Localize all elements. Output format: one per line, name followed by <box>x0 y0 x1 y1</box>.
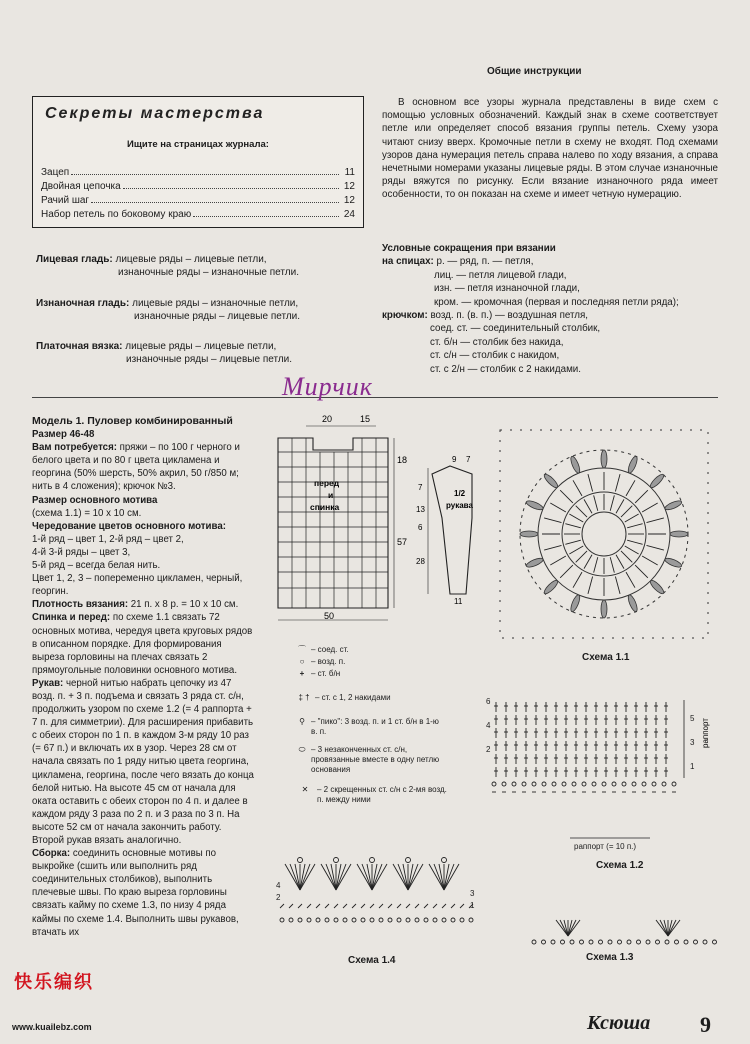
chain-mark <box>632 782 636 786</box>
svg-text:спинка: спинка <box>310 502 340 512</box>
chain-mark <box>582 782 586 786</box>
stitch-mark <box>569 546 583 554</box>
chain-mark <box>343 918 347 922</box>
stitch-mark <box>451 904 455 908</box>
dim-bottom: 50 <box>324 611 335 621</box>
picot-mark <box>370 858 375 863</box>
s14-row-numbers: 4 2 <box>276 881 281 902</box>
chain-mark <box>572 782 576 786</box>
chain-mark <box>289 918 293 922</box>
stitch-mark <box>560 490 573 503</box>
toc-item[interactable]: Двойная цепочка 12 <box>41 181 355 192</box>
chain-mark <box>684 940 688 944</box>
stitch-mark <box>352 904 356 908</box>
chain-mark <box>602 782 606 786</box>
chain-mark <box>599 940 603 944</box>
picot-mark <box>334 858 339 863</box>
body-grid <box>278 426 394 620</box>
svg-text:6: 6 <box>418 523 423 532</box>
stitch-mark <box>647 545 664 550</box>
stitch-mark <box>372 864 382 890</box>
chain-mark <box>656 940 660 944</box>
chain-mark <box>433 918 437 922</box>
stitch-mark <box>280 904 284 908</box>
svg-text:11: 11 <box>454 597 463 606</box>
schema-1-2-chart <box>484 688 724 858</box>
stitch-mark <box>444 864 454 890</box>
chain-mark <box>522 782 526 786</box>
stitch-mark <box>415 904 419 908</box>
chain-mark <box>646 940 650 944</box>
chain-mark <box>694 940 698 944</box>
stitch-mark <box>576 506 587 517</box>
stitch-mark <box>434 864 444 890</box>
stitch-mark <box>398 864 408 890</box>
stitch-mark <box>626 480 635 496</box>
schema-1-3-label: Схема 1.3 <box>586 952 634 963</box>
stitch-mark <box>433 904 437 908</box>
chain-mark <box>580 940 584 944</box>
stitch-mark <box>625 514 639 522</box>
stitch-mark <box>362 864 372 890</box>
cluster-mark <box>569 455 581 474</box>
cluster-mark <box>542 472 559 489</box>
secrets-box <box>32 96 364 228</box>
rapport-v: раппорт <box>701 718 710 748</box>
stitch-mark <box>627 524 642 528</box>
dim-right-b: 57 <box>397 537 408 547</box>
chain-mark <box>589 940 593 944</box>
chain-mark <box>492 782 496 786</box>
chain-mark <box>561 940 565 944</box>
stitch-mark <box>343 904 347 908</box>
dim-right-a: 18 <box>397 455 408 465</box>
svg-text:и: и <box>328 490 334 500</box>
cluster-mark <box>664 499 683 511</box>
chain-mark <box>642 782 646 786</box>
chain-mark <box>361 918 365 922</box>
sc-icon: + <box>299 669 305 678</box>
stitch-mark <box>325 904 329 908</box>
stitch-mark <box>424 904 428 908</box>
front-label: перед <box>314 478 340 488</box>
glossary-reverse: Изнаночная гладь: лицевые ряды – изнаночные петли, изнаночные ряды – лицевые петли. <box>36 298 301 323</box>
watermark-url: www.kuailebz.com <box>12 1022 92 1032</box>
toc-item[interactable]: Набор петель по боковому краю 24 <box>41 209 355 220</box>
chain-mark <box>627 940 631 944</box>
chain-mark <box>442 918 446 922</box>
stitch-mark <box>550 556 566 565</box>
stitch-mark <box>621 506 632 517</box>
stitch-mark <box>647 518 664 523</box>
chain-mark <box>280 918 284 922</box>
stitch-mark <box>565 524 580 528</box>
chain-mark <box>424 918 428 922</box>
general-body: В основном все узоры журнала представлены в виде схем с помощью условных обозначений. Каждый знак в схеме соответствует петле или определяет способ вязания группы петель. Схему узора читают снизу вверх. Кромочные петли в схему не входят. Под схемами узоров дана нумерация петель справа налево по ходу вязания, а справа нечетными номерами указаны лицевые ряды. В этом случае изнаночные ряды вяжутся по рисунку. Если вязание изнаночного ряда имеет особенности, то он показан на схеме и имеет четную нумерацию. <box>382 97 718 201</box>
stitch-mark <box>610 495 614 510</box>
stitch-mark <box>326 864 336 890</box>
chain-mark <box>703 940 707 944</box>
chain-mark <box>672 782 676 786</box>
schema-1-2-label: Схема 1.2 <box>596 860 644 871</box>
stitch-mark <box>588 577 593 594</box>
svg-text:рукава: рукава <box>446 501 473 510</box>
picot-mark <box>298 858 303 863</box>
dim-top-b: 15 <box>360 414 371 424</box>
rapport-h: раппорт (= 10 п.) <box>574 842 637 851</box>
svg-text:9: 9 <box>452 455 457 464</box>
s14-row-numbers-right: 3 1 <box>470 889 475 910</box>
chain-mark <box>307 918 311 922</box>
sleeve-label: 1/2 <box>454 489 466 498</box>
sleeve-outline <box>428 466 472 594</box>
chain-mark <box>552 782 556 786</box>
cluster-mark <box>525 556 544 568</box>
schema-1-1-chart <box>492 424 720 652</box>
chain-mark <box>652 782 656 786</box>
chain-mark <box>388 918 392 922</box>
stitch-mark <box>307 904 311 908</box>
stitch-mark <box>594 557 598 572</box>
secrets-subtitle: Ищите на страницах журнала: <box>127 139 269 150</box>
cluster-mark <box>626 455 638 474</box>
stitch-mark <box>568 920 576 936</box>
svg-text:13: 13 <box>416 505 425 514</box>
chain-mark <box>316 918 320 922</box>
chain-mark <box>637 940 641 944</box>
stitch-mark <box>610 557 614 572</box>
crossed-dc-icon: ✕ <box>301 785 309 794</box>
stitch-mark <box>544 545 561 550</box>
stitch-mark <box>361 904 365 908</box>
stitch-mark <box>290 864 300 890</box>
stitch-mark <box>573 480 582 496</box>
chain-mark <box>618 940 622 944</box>
chain-mark <box>502 782 506 786</box>
stitch-mark <box>615 577 620 594</box>
chain-mark <box>451 918 455 922</box>
stitch-mark <box>576 551 587 562</box>
picot-icon: ⚲ <box>299 717 305 726</box>
stitch-mark <box>635 565 648 578</box>
schema-1-3-chart <box>528 912 724 952</box>
cluster-mark <box>525 499 544 511</box>
chain-icon: ○ <box>299 657 305 666</box>
glossary-stockinette: Лицевая гладь: лицевые ряды – лицевые петли, изнаночные ряды – изнаночные петли. <box>36 254 299 279</box>
cluster-mark <box>664 556 683 568</box>
stitch-mark <box>316 904 320 908</box>
garment-pattern <box>266 408 486 628</box>
svg-text:7: 7 <box>418 483 423 492</box>
magazine-name: Ксюша <box>587 1012 651 1034</box>
stitch-mark <box>621 551 632 562</box>
chain-mark <box>542 782 546 786</box>
chain-mark <box>370 918 374 922</box>
chain-mark <box>675 940 679 944</box>
chain-mark <box>608 940 612 944</box>
general-title: Общие инструкции <box>487 66 582 77</box>
dim-top-a: 20 <box>322 414 333 424</box>
stitch-mark <box>668 920 676 936</box>
dc-icon: ‡ † <box>298 693 310 702</box>
chain-mark <box>542 940 546 944</box>
chain-mark <box>469 918 473 922</box>
chain-mark <box>532 940 536 944</box>
stitch-mark <box>565 540 580 544</box>
section-divider <box>32 397 718 398</box>
cluster-mark <box>569 594 581 613</box>
stitch-mark <box>584 555 592 569</box>
stitch-mark <box>379 904 383 908</box>
chain-mark <box>397 918 401 922</box>
stitch-mark <box>388 904 392 908</box>
schema-1-4-label: Схема 1.4 <box>348 955 396 966</box>
schema-1-1-label: Схема 1.1 <box>582 652 630 663</box>
s12-row-numbers-right: 5 3 1 <box>690 714 695 771</box>
toc-item[interactable]: Рачий шаг 12 <box>41 195 355 206</box>
picot-mark <box>442 858 447 863</box>
cluster-mark <box>601 600 607 618</box>
stitch-mark <box>626 572 635 588</box>
stitch-mark <box>289 904 293 908</box>
chain-mark <box>622 782 626 786</box>
stitch-mark <box>616 555 624 569</box>
stitch-mark <box>460 904 464 908</box>
schema-1-4-chart <box>272 850 482 940</box>
stitch-mark <box>588 474 593 491</box>
brand-logo: Мирчик <box>282 372 373 401</box>
picot-mark <box>406 858 411 863</box>
stitch-mark <box>370 904 374 908</box>
watermark-logo: 快乐编织 <box>14 972 94 992</box>
chain-mark <box>460 918 464 922</box>
stitch-mark <box>635 490 648 503</box>
secrets-title: Секреты мастерства <box>45 105 265 122</box>
abbreviations: Условные сокращения при вязании на спицах: р. — ряд, п. — петля, лиц. — петля лицевой глади, изн. — петля изнаночной глади, кром. — кромочная (первая и последняя петли ряда); крючком: возд. п. (в. п.) — воздушная петля, соед. ст. — соединительный столбик, ст. б/н — столбик без накида, ст. с/н — столбик с накидом, ст. с 2/н — столбик с 2 накидами. <box>382 243 679 375</box>
toc-item[interactable]: Зацеп 11 <box>41 167 355 178</box>
stitch-mark <box>560 565 573 578</box>
cluster-mark <box>542 579 559 596</box>
stitch-mark <box>334 904 338 908</box>
svg-text:7: 7 <box>466 455 471 464</box>
stitch-mark <box>406 904 410 908</box>
stitch-mark <box>615 474 620 491</box>
chain-mark <box>662 782 666 786</box>
chain-mark <box>298 918 302 922</box>
stitch-mark <box>642 503 658 512</box>
cluster-mark <box>670 531 688 537</box>
chain-mark <box>713 940 717 944</box>
cluster-mark <box>649 472 666 489</box>
chain-mark <box>379 918 383 922</box>
chain-mark <box>665 940 669 944</box>
cluster-mark <box>649 579 666 596</box>
cluster-mark <box>520 531 538 537</box>
stitch-mark <box>616 499 624 513</box>
stitch-mark <box>625 546 639 554</box>
chain-mark <box>570 940 574 944</box>
chain-mark <box>352 918 356 922</box>
stitch-mark <box>442 904 446 908</box>
chain-mark <box>532 782 536 786</box>
chain-mark <box>551 940 555 944</box>
chain-mark <box>592 782 596 786</box>
chain-mark <box>612 782 616 786</box>
chain-mark <box>415 918 419 922</box>
chain-mark <box>325 918 329 922</box>
stitch-mark <box>336 864 346 890</box>
page-number: 9 <box>700 1012 711 1037</box>
stitch-mark <box>642 556 658 565</box>
stitch-mark <box>560 920 568 936</box>
stitch-mark <box>544 518 561 523</box>
stitch-mark <box>584 499 592 513</box>
cluster-mark <box>626 594 638 613</box>
stitch-mark <box>573 572 582 588</box>
svg-text:28: 28 <box>416 557 425 566</box>
cluster-mark <box>601 450 607 468</box>
stitch-mark <box>569 514 583 522</box>
chain-mark <box>512 782 516 786</box>
chain-mark <box>562 782 566 786</box>
chain-mark <box>334 918 338 922</box>
slip-stitch-icon: ⌒ <box>298 645 306 654</box>
chain-mark <box>406 918 410 922</box>
stitch-mark <box>550 503 566 512</box>
glossary-garter: Платочная вязка: лицевые ряды – лицевые петли, изнаночные ряды – лицевые петли. <box>36 341 293 366</box>
cluster-icon: ⬭ <box>298 745 306 754</box>
stitch-mark <box>660 920 668 936</box>
stitch-mark <box>408 864 418 890</box>
stitch-mark <box>298 904 302 908</box>
stitch-mark <box>300 864 310 890</box>
model-text: Модель 1. Пуловер комбинированный Размер 46-48 Вам потребуется: пряжи – по 100 г черного и белого цвета и по 80 г цвета цикламена и георгина (50% шерсть, 50% акрил, 50 г/850 м; нить в 4 сложения); крючок №3. Размер основного мотива (схема 1.1) = 10 x 10 см. Чередование цветов основного мотива: 1-й ряд – цвет 1, 2-й ряд – цвет 2, 4-й 3-й ряды – цвет 3, 5-й ряд – всегда белая нить. Цвет 1, 2, 3 – попеременно цикламен, черный, георгин. Плотность вязания: 21 п. x 8 р. = 10 x 10 см. Спинка и перед: по схеме 1.1 связать 72 основных мотива, чередуя цвета круговых рядов в описанном порядке. Для формирования выреза горловины на плечах связать 2 прямоугольные половинки основного мотива. Рукав: черной нитью набрать цепочку из 47 возд. п. + 3 п. подъема и связать 3 ряда ст. с/н, продолжить узором по схеме 1.2 (= 4 раппорта + 7 п. для симметрии). Для расширения прибавить с обеих сторон по 1 п. в каждом 3-м ряду 10 раз (= 67 п.) и включать их в узор. Через 28 см от начала связать по 1 ряду нитью цвета георгина, цикламена, георгина, после чего вязать до конца белой нитью. На высоте 45 см от начала для оката оставить с обеих сторон по 4 п. и далее в каждом ряду 3 раза по 2 п. и 3 раза по 3 п. На высоте 52 см от начала закончить работу. Второй рукав вязать аналогично. Сборка: соединить основные мотивы по выкройке (сшить или выполнить ряд соединительных столбиков), выполнить плечевые швы. По краю выреза горловины связать кайму по схеме 1.3, по низу 4 ряда каймы по схеме 1.4. Выполнить швы рукавов, втачать их <box>32 415 254 938</box>
s12-row-numbers: 6 4 2 <box>486 697 491 754</box>
stitch-mark <box>627 540 642 544</box>
stitch-mark <box>397 904 401 908</box>
stitch-mark <box>594 495 598 510</box>
